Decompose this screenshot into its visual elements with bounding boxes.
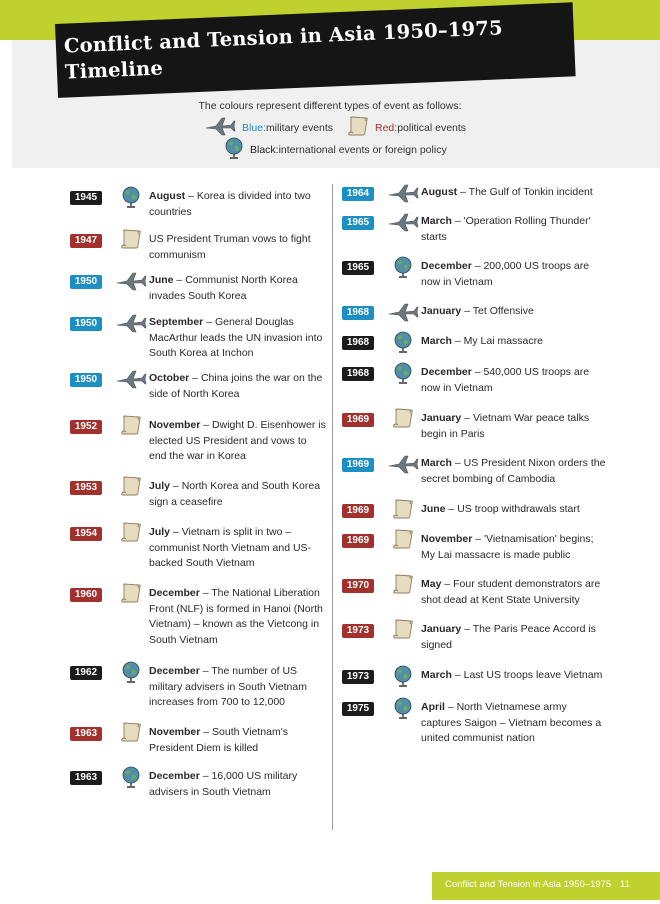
legend-international-text: international events or foreign policy (278, 143, 447, 156)
year-badge: 1970 (342, 579, 374, 593)
event-text: – 200,000 US troops are now in Vietnam (421, 260, 590, 288)
event-description (421, 532, 607, 563)
year-badge: 1968 (342, 367, 374, 381)
year-badge: 1969 (342, 413, 374, 427)
event-text: US President Truman vows to fight communism (149, 233, 311, 261)
event-description (421, 700, 607, 747)
globe-icon (393, 665, 413, 692)
event-month: November (421, 533, 473, 545)
event-description (149, 664, 327, 711)
scroll-icon (392, 408, 414, 433)
event-description (149, 725, 327, 756)
globe-icon (121, 661, 141, 688)
legend-political (347, 116, 466, 139)
page-title-line-2: Timeline (64, 56, 164, 84)
event-text: – 'Operation Rolling Thunder' starts (421, 215, 591, 243)
scroll-icon (392, 529, 414, 554)
fighter-jet-icon (115, 368, 147, 395)
event-month: December (149, 770, 200, 782)
event-month: January (421, 412, 462, 424)
fighter-jet-icon (387, 453, 419, 480)
page-number: 11 (620, 879, 630, 890)
scroll-icon (120, 229, 142, 254)
event-description (149, 232, 327, 263)
event-description (149, 273, 327, 304)
event-month: August (149, 190, 186, 202)
event-text: – Vietnam is split in two – communist North Vietnam and US-backed South Vietnam (149, 526, 312, 569)
event-description (149, 479, 327, 510)
event-month: July (149, 526, 171, 538)
legend-international-label: Black: (250, 143, 279, 156)
event-description (421, 502, 607, 518)
event-description (421, 334, 607, 350)
year-badge: 1975 (342, 702, 374, 716)
event-text: – Last US troops leave Vietnam (451, 669, 603, 681)
scroll-icon (120, 476, 142, 501)
year-badge: 1953 (70, 481, 102, 495)
year-badge: 1965 (342, 261, 374, 275)
fighter-jet-icon (115, 270, 147, 297)
event-text: – 'Vietnamisation' begins; My Lai massacre is made public (421, 533, 594, 561)
event-text: – US President Nixon orders the secret bombing of Cambodia (421, 457, 606, 485)
scroll-icon (392, 499, 414, 524)
event-month: November (149, 726, 201, 738)
scroll-icon (392, 574, 414, 599)
globe-icon (393, 256, 413, 283)
year-badge: 1963 (70, 771, 102, 785)
footer-bar (432, 872, 660, 900)
event-text: – Tet Offensive (461, 305, 534, 317)
event-text: – South Vietnam's President Diem is killed (149, 726, 288, 754)
footer-title: Conflict and Tension in Asia 1950–1975 (445, 879, 612, 890)
event-description (149, 189, 327, 220)
event-description (149, 371, 327, 402)
event-month: December (149, 665, 200, 677)
globe-icon (121, 766, 141, 793)
year-badge: 1960 (70, 588, 102, 602)
fighter-jet-icon (387, 182, 419, 209)
year-badge: 1963 (70, 727, 102, 741)
legend-political-text: political events (397, 121, 467, 134)
event-text: – North Vietnamese army captures Saigon – Vietnam becomes a united communist nation (421, 701, 602, 744)
globe-icon (393, 697, 413, 724)
event-text: – 16,000 US military advisers in South Vietnam (149, 770, 298, 798)
event-description (421, 304, 607, 320)
year-badge: 1947 (70, 234, 102, 248)
year-badge: 1968 (342, 336, 374, 350)
event-description (149, 586, 327, 648)
globe-icon (121, 186, 141, 213)
event-month: July (149, 480, 171, 492)
year-badge: 1973 (342, 624, 374, 638)
event-month: October (149, 372, 190, 384)
event-text: – US troop withdrawals start (445, 503, 580, 515)
event-text: – The Gulf of Tonkin incident (457, 186, 593, 198)
event-month: March (421, 457, 452, 469)
year-badge: 1950 (70, 275, 102, 289)
event-description (421, 456, 607, 487)
event-description (421, 185, 607, 201)
legend-political-label: Red: (375, 121, 398, 134)
event-description (149, 525, 327, 572)
scroll-icon (120, 722, 142, 747)
event-month: March (421, 335, 452, 347)
year-badge: 1962 (70, 666, 102, 680)
event-text: – 540,000 US troops are now in Vietnam (421, 366, 590, 394)
fighter-jet-icon (387, 211, 419, 238)
event-month: September (149, 316, 204, 328)
fighter-jet-icon (115, 312, 147, 339)
event-text: – Korea is divided into two countries (149, 190, 311, 218)
event-month: April (421, 701, 445, 713)
event-text: – Four student demonstrators are shot dead at Kent State University (421, 578, 601, 606)
year-badge: 1954 (70, 527, 102, 541)
event-month: June (149, 274, 174, 286)
scroll-icon (347, 116, 369, 139)
year-badge: 1965 (342, 216, 374, 230)
event-text: – My Lai massacre (451, 335, 543, 347)
event-description (421, 622, 607, 653)
event-description (149, 315, 327, 362)
event-text: – The number of US military advisers in South Vietnam increases from 700 to 12,000 (149, 665, 307, 708)
event-text: – Dwight D. Eisenhower is elected US President and vows to end the war in Korea (149, 419, 326, 462)
event-text: – North Korea and South Korea sign a ceasefire (149, 480, 321, 508)
event-month: March (421, 215, 452, 227)
year-badge: 1973 (342, 670, 374, 684)
legend-military-label: Blue: (242, 121, 266, 134)
year-badge: 1945 (70, 191, 102, 205)
event-description (421, 577, 607, 608)
fighter-jet-icon (387, 301, 419, 328)
event-text: – General Douglas MacArthur leads the UN invasion into South Korea at Inchon (149, 316, 323, 359)
event-month: December (149, 587, 200, 599)
year-badge: 1968 (342, 306, 374, 320)
event-description (421, 259, 607, 290)
globe-icon (393, 362, 413, 389)
event-description (149, 769, 327, 800)
event-month: May (421, 578, 442, 590)
scroll-icon (120, 522, 142, 547)
scroll-icon (120, 415, 142, 440)
event-month: March (421, 669, 452, 681)
event-description (149, 418, 327, 465)
year-badge: 1964 (342, 187, 374, 201)
event-text: – The National Liberation Front (NLF) is formed in Hanoi (North Vietnam) – known as the Vietcong in South Vietnam (149, 587, 323, 646)
event-month: November (149, 419, 201, 431)
year-badge: 1950 (70, 373, 102, 387)
year-badge: 1969 (342, 504, 374, 518)
globe-icon (224, 137, 244, 162)
legend-international (224, 137, 447, 162)
scroll-icon (392, 619, 414, 644)
year-badge: 1950 (70, 317, 102, 331)
event-month: December (421, 366, 472, 378)
page-title-line-1: Conflict and Tension in Asia 1950–1975 (63, 16, 504, 58)
event-month: June (421, 503, 446, 515)
year-badge: 1969 (342, 458, 374, 472)
event-month: January (421, 623, 462, 635)
legend-military-text: military events (265, 121, 334, 134)
column-divider (332, 184, 333, 830)
event-month: January (421, 305, 462, 317)
year-badge: 1969 (342, 534, 374, 548)
event-text: – The Paris Peace Accord is signed (421, 623, 596, 651)
event-description (421, 214, 607, 245)
event-month: December (421, 260, 472, 272)
event-month: August (421, 186, 458, 198)
event-text: – Vietnam War peace talks begin in Paris (421, 412, 590, 440)
event-description (421, 365, 607, 396)
scroll-icon (120, 583, 142, 608)
event-text: – China joins the war on the side of North Korea (149, 372, 323, 400)
event-description (421, 668, 607, 684)
event-description (421, 411, 607, 442)
legend-intro: The colours represent different types of event as follows: (198, 100, 462, 112)
year-badge: 1952 (70, 420, 102, 434)
event-text: – Communist North Korea invades South Korea (149, 274, 298, 302)
globe-icon (393, 331, 413, 358)
